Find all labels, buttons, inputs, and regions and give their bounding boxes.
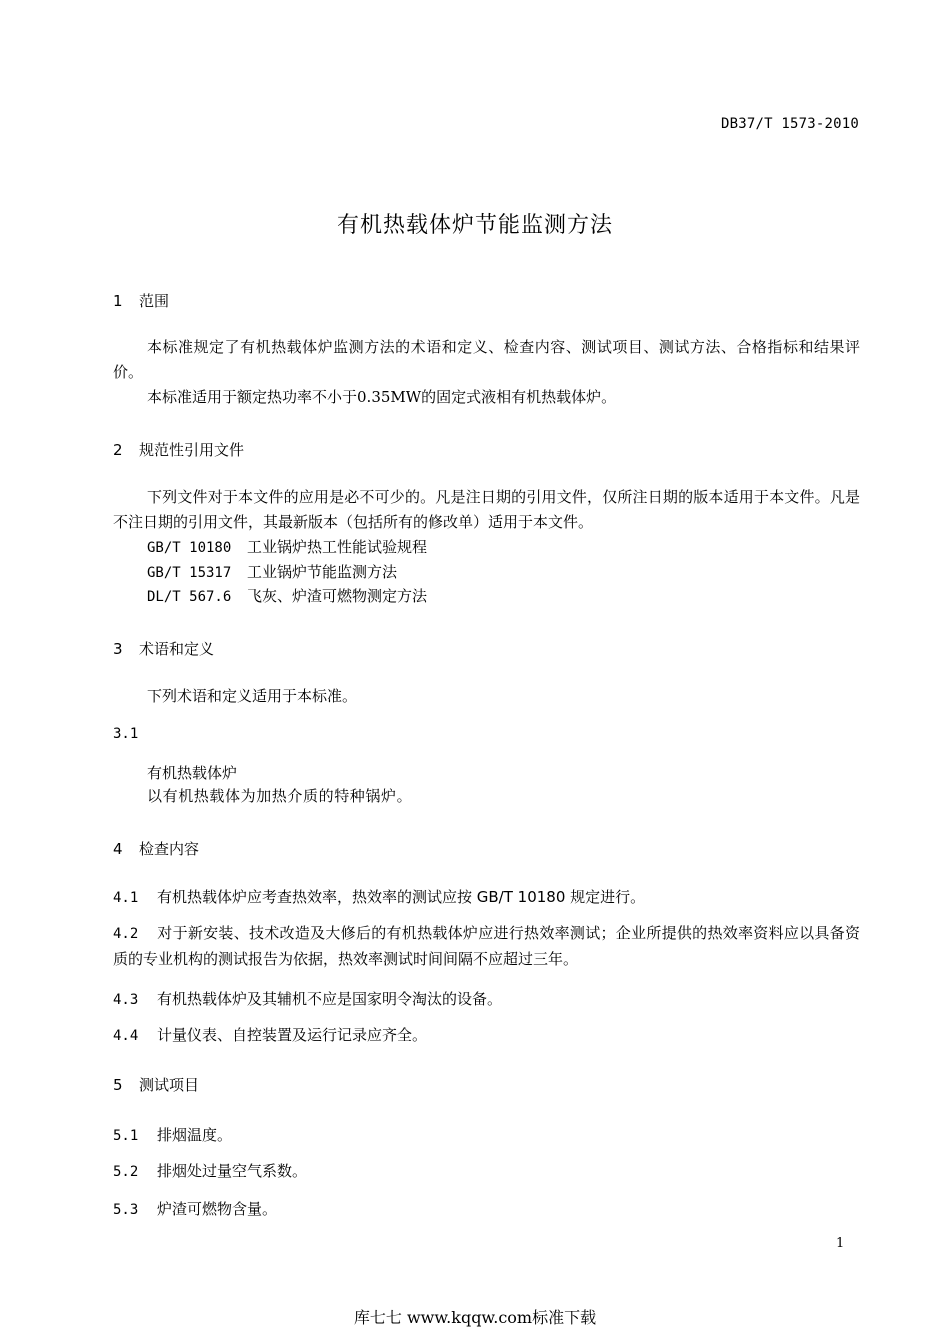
clause-text: 排烟处过量空气系数。 xyxy=(157,1162,308,1180)
clause-number: 4.1 xyxy=(113,890,139,906)
term-number: 3.1 xyxy=(113,726,139,742)
section-number: 1 xyxy=(113,292,123,310)
reference-title: 飞灰、炉渣可燃物测定方法 xyxy=(247,587,428,605)
section-number: 3 xyxy=(113,640,123,658)
clause-number: 4.3 xyxy=(113,992,139,1008)
clause-text: 对于新安装、技术改造及大修后的有机热载体炉应进行热效率测试；企业所提供的热效率资料应以具备资质的专业机构的测试报告为依据，热效率测试时间间隔不应超过三年。 xyxy=(113,924,860,968)
clause-text: 有机热载体炉及其辅机不应是国家明令淘汰的设备。 xyxy=(157,990,503,1008)
reference-item xyxy=(147,535,427,561)
clause-item xyxy=(113,1024,427,1045)
section-title: 规范性引用文件 xyxy=(139,441,245,459)
term-name: 有机热载体炉 xyxy=(147,764,238,782)
clause-number: 5.3 xyxy=(113,1202,139,1218)
normative-refs-paragraph: 下列文件对于本文件的应用是必不可少的。凡是注日期的引用文件，仅所注日期的版本适用于本文件。凡是不注日期的引用文件，其最新版本（包括所有的修改单）适用于本文件。 xyxy=(113,488,860,531)
scope-paragraph: 本标准规定了有机热载体炉监测方法的术语和定义、检查内容、测试项目、测试方法、合格指标和结果评价。 xyxy=(113,338,860,381)
clause-item xyxy=(113,988,502,1009)
section-number: 4 xyxy=(113,840,123,858)
section-title: 检查内容 xyxy=(139,840,200,858)
scope-applicability: 本标准适用于额定热功率不小于0.35MW的固定式液相有机热载体炉。 xyxy=(147,388,617,406)
clause-number: 4.2 xyxy=(113,926,139,942)
clause-item xyxy=(113,1198,277,1219)
section-5-heading xyxy=(113,1074,199,1095)
reference-code: DL/T 567.6 xyxy=(147,589,232,605)
section-title: 术语和定义 xyxy=(139,640,215,658)
section-4-heading xyxy=(113,838,199,859)
section-1-heading xyxy=(113,290,169,311)
reference-item xyxy=(147,584,427,610)
footer-watermark: 库七七 www.kqqw.com标准下载 xyxy=(353,1308,597,1327)
document-title: 有机热载体炉节能监测方法 xyxy=(336,213,613,238)
clause-text: 计量仪表、自控装置及运行记录应齐全。 xyxy=(157,1026,428,1044)
clause-number: 5.2 xyxy=(113,1164,139,1180)
section-title: 测试项目 xyxy=(139,1076,200,1094)
section-2-heading xyxy=(113,439,244,460)
term-definition: 以有机热载体为加热介质的特种锅炉。 xyxy=(147,787,413,805)
section-title: 范围 xyxy=(139,292,170,310)
reference-code: GB/T 10180 xyxy=(147,540,232,556)
clause-number: 4.4 xyxy=(113,1028,139,1044)
clause-text: 排烟温度。 xyxy=(157,1126,233,1144)
clause-item xyxy=(113,1160,307,1181)
clause-number: 5.1 xyxy=(113,1128,139,1144)
reference-item xyxy=(147,560,397,586)
reference-title: 工业锅炉热工性能试验规程 xyxy=(247,538,428,556)
clause-text: 有机热载体炉应考查热效率，热效率的测试应按 GB/T 10180 规定进行。 xyxy=(157,888,646,906)
reference-title: 工业锅炉节能监测方法 xyxy=(247,563,398,581)
clause-item xyxy=(113,886,645,907)
section-number: 5 xyxy=(113,1076,123,1094)
section-3-heading xyxy=(113,638,214,659)
section-number: 2 xyxy=(113,441,123,459)
clause-text: 炉渣可燃物含量。 xyxy=(157,1200,278,1218)
reference-code: GB/T 15317 xyxy=(147,565,232,581)
terms-paragraph: 下列术语和定义适用于本标准。 xyxy=(147,687,358,705)
clause-item xyxy=(113,1124,232,1145)
page-number: 1 xyxy=(836,1236,845,1251)
standard-code: DB37/T 1573-2010 xyxy=(720,116,859,132)
clause-item xyxy=(113,921,860,972)
